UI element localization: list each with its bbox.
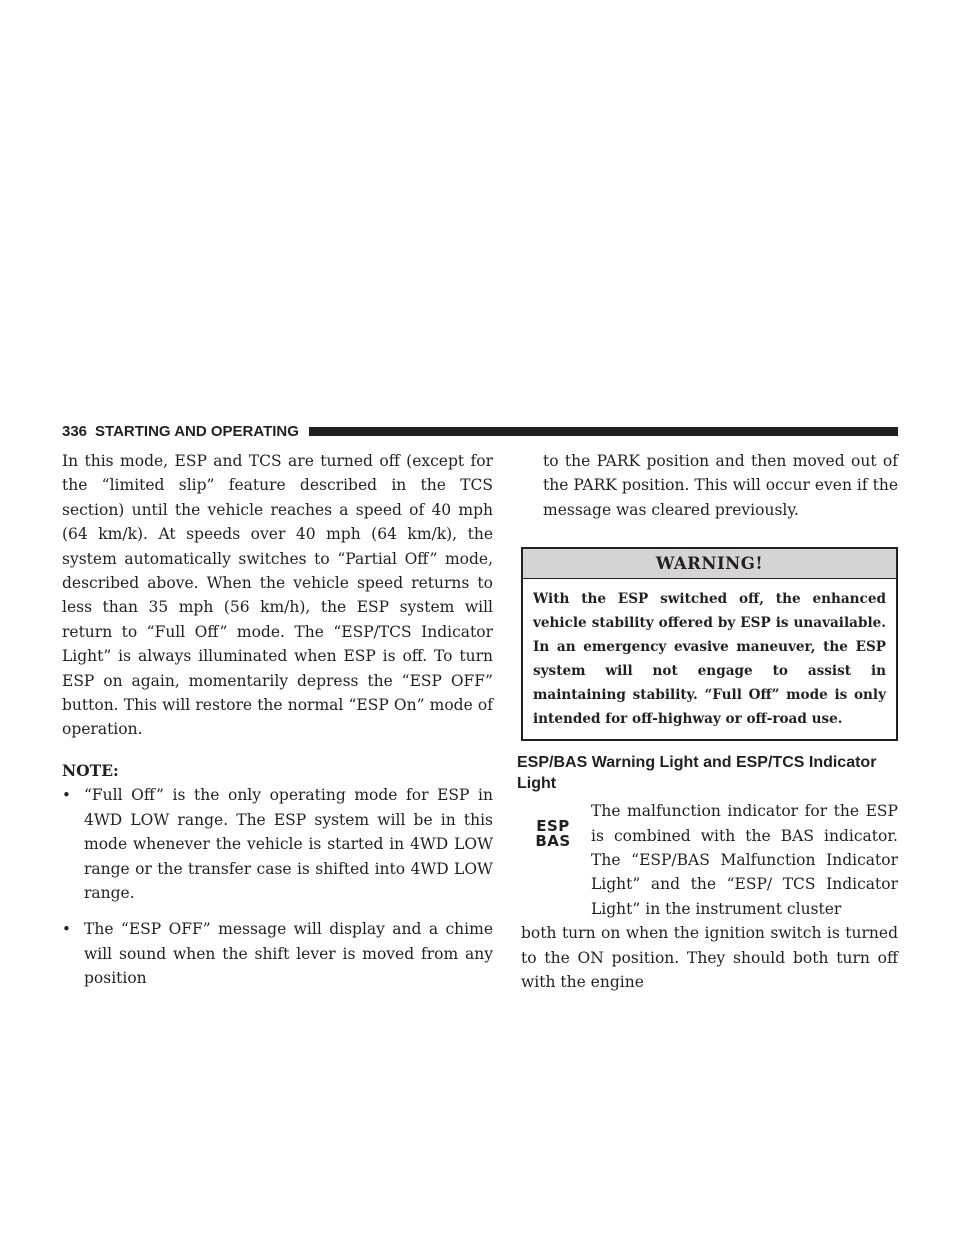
note-label: NOTE: (62, 760, 119, 780)
list-item (62, 783, 493, 905)
bullet-text: The “ESP OFF” message will display and a chime will sound when the shift lever is moved from any position (84, 920, 493, 988)
icon-paragraph-block (521, 799, 898, 994)
bullet-text: “Full Off” is the only operating mode for ESP in 4WD LOW range. The ESP system will be in this mode whenever the vehicle is started in 4WD LOW range or the transfer case is shifted into 4WD LOW range. (84, 786, 493, 902)
bullet-icon: • (62, 786, 71, 805)
warning-body: With the ESP switched off, the enhanced vehicle stability offered by ESP is unavailable. In an emergency evasive maneuver, the ESP system will not engage to assist in maintaining stability. “Full Off” mode is only intended for off-highway or off-road use. (533, 591, 886, 728)
warning-box (521, 547, 898, 741)
section-title: STARTING AND OPERATING (95, 422, 299, 440)
subheading: ESP/BAS Warning Light and ESP/TCS Indicator Light (517, 754, 877, 793)
page-number: 336 (62, 422, 88, 440)
paragraph-continuation: both turn on when the ignition switch is turned to the ON position. They should both turn off with the engine (521, 924, 898, 992)
left-column (62, 449, 493, 991)
list-item (62, 917, 493, 990)
right-column (517, 449, 898, 994)
bullet-continuation: to the PARK position and then moved out of the PARK position. This will occur even if the message was cleared previously. (543, 452, 898, 519)
bullet-icon: • (62, 920, 71, 939)
esp-bas-warning-light-icon (533, 819, 573, 849)
intro-paragraph: In this mode, ESP and TCS are turned off (except for the “limited slip” feature described in the TCS section) until the vehicle reaches a speed of 40 mph (64 km/k). At speeds over 40 mph (64 km/k), the system automatically switches to “Partial Off” mode, described above. When the vehicle speed returns to less than 35 mph (56 km/h), the ESP system will return to “Full Off” mode. The “ESP/TCS Indicator Light” is always illuminated when ESP is off. To turn ESP on again, momentarily depress the “ESP OFF” button. This will restore the normal “ESP On” mode of operation. (62, 452, 493, 739)
header-rule (309, 427, 898, 436)
page-header (62, 421, 898, 441)
icon-line-bas: BAS (535, 832, 571, 851)
icon-paragraph: The malfunction indicator for the ESP is combined with the BAS indicator. The “ESP/BAS Malfunction Indicator Light” and the “ESP/ TCS Indicator Light” in the instrument cluster (591, 802, 898, 918)
warning-title: WARNING! (523, 549, 896, 579)
icon-line-esp: ESP (536, 817, 570, 836)
